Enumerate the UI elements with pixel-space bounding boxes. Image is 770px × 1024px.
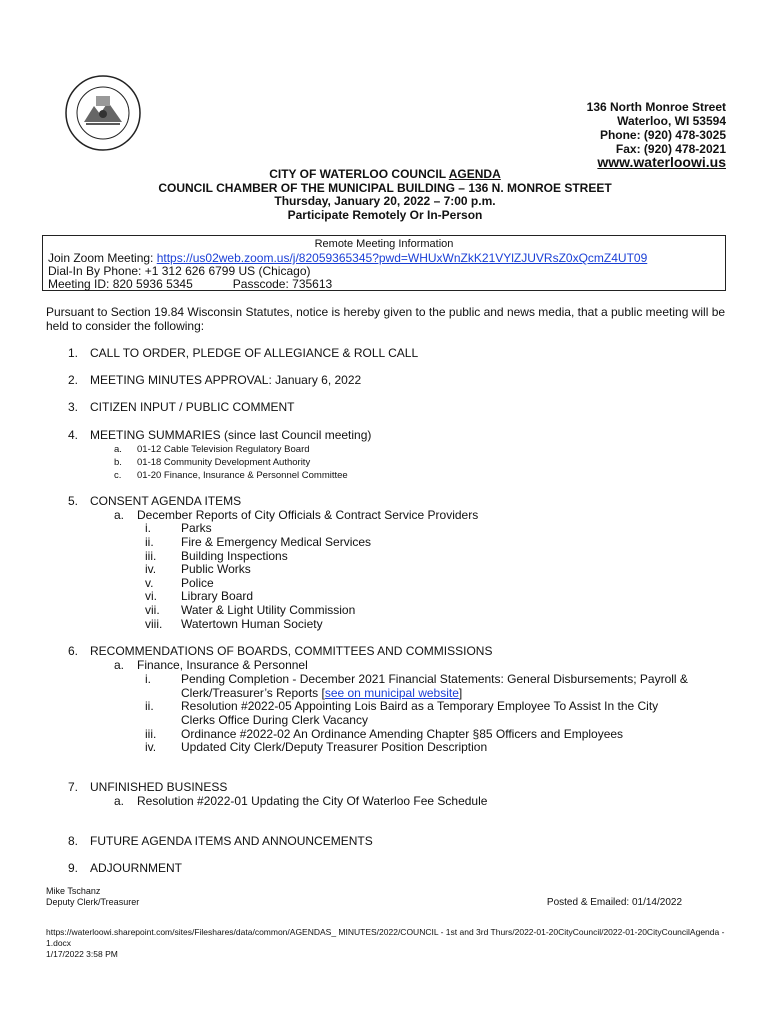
- sub-letter: c.: [114, 470, 122, 481]
- municipal-website-link[interactable]: see on municipal website: [324, 686, 459, 700]
- summary-cable-tv: 01-12 Cable Television Regulatory Board: [137, 444, 310, 455]
- meeting-id: Meeting ID: 820 5936 5345: [48, 277, 193, 291]
- sub-letter: a.: [114, 508, 125, 522]
- item-number: 6.: [68, 644, 79, 658]
- sub-letter: b.: [114, 457, 122, 468]
- sub-letter: a.: [114, 794, 125, 808]
- roman-numeral: vi.: [145, 589, 157, 603]
- agenda-title-prefix: CITY OF WATERLOO COUNCIL: [269, 167, 449, 181]
- consent-december-reports: December Reports of City Officials & Contract Service Providers: [137, 508, 479, 522]
- roman-numeral: viii.: [145, 617, 163, 631]
- rec-finance-committee: Finance, Insurance & Personnel: [137, 658, 308, 672]
- document-path: [46, 927, 726, 960]
- address-block: [587, 100, 726, 156]
- item-number: 9.: [68, 861, 79, 875]
- website-link[interactable]: www.waterloowi.us: [597, 154, 726, 170]
- item-number: 7.: [68, 780, 79, 794]
- item-number: 8.: [68, 834, 79, 848]
- summary-finance: 01-20 Finance, Insurance & Personnel Committee: [137, 470, 348, 481]
- phone-number: Phone: (920) 478-3025: [599, 128, 726, 142]
- report-humane-society: Watertown Human Society: [181, 617, 323, 631]
- report-water-light: Water & Light Utility Commission: [181, 603, 356, 617]
- rec-resolution-2022-05: Resolution #2022-05 Appointing Lois Baird as a Temporary Employee To Assist In the City: [181, 699, 659, 713]
- item-adjournment: ADJOURNMENT: [90, 861, 182, 875]
- agenda-title: [0, 168, 770, 182]
- zoom-line: [48, 251, 647, 265]
- remote-meeting-box: [42, 235, 726, 291]
- roman-numeral: ii.: [145, 535, 154, 549]
- file-path: https://waterloowi.sharepoint.com/sites/Fileshares/data/common/AGENDAS_ MINUTES/2022/COUNCIL - 1st and 3rd Thurs/2022-01-20CityCouncil/2022-01-20CityCouncilAgenda - 1.docx: [46, 927, 725, 948]
- report-parks: Parks: [181, 521, 212, 535]
- report-building-inspections: Building Inspections: [181, 549, 288, 563]
- rec-financial-statements-bracket: ]: [458, 686, 463, 700]
- item-number: 1.: [68, 346, 79, 360]
- street-address: 136 North Monroe Street: [586, 100, 726, 114]
- rec-financial-statements-text: Clerk/Treasurer’s Reports [: [181, 686, 325, 700]
- signer-title: Deputy Clerk/Treasurer: [46, 897, 140, 907]
- item-number: 3.: [68, 400, 79, 414]
- city-seal-logo: [64, 74, 142, 152]
- rec-financial-statements: Pending Completion - December 2021 Financial Statements: General Disbursements; Payroll &: [181, 672, 688, 686]
- sub-letter: a.: [114, 658, 125, 672]
- roman-numeral: i.: [145, 672, 151, 686]
- roman-numeral: iii.: [145, 727, 157, 741]
- item-future-agenda: FUTURE AGENDA ITEMS AND ANNOUNCEMENTS: [90, 834, 373, 848]
- unfinished-fee-schedule: Resolution #2022-01 Updating the City Of Waterloo Fee Schedule: [137, 794, 488, 808]
- zoom-label: Join Zoom Meeting:: [48, 251, 157, 265]
- sub-letter: a.: [114, 444, 122, 455]
- item-meeting-summaries: MEETING SUMMARIES (since last Council meeting): [90, 428, 372, 442]
- item-consent-agenda: CONSENT AGENDA ITEMS: [90, 494, 242, 508]
- dialin-line: Dial-In By Phone: +1 312 626 6799 US (Chicago): [48, 264, 311, 278]
- agenda-header: [0, 168, 770, 222]
- report-police: Police: [181, 576, 214, 590]
- signer-name: Mike Tschanz: [46, 886, 101, 896]
- item-number: 5.: [68, 494, 79, 508]
- remote-box-title: Remote Meeting Information: [314, 238, 454, 250]
- posted-date: Posted & Emailed: 01/14/2022: [546, 897, 682, 908]
- participation-note: Participate Remotely Or In-Person: [287, 207, 483, 222]
- roman-numeral: iv.: [145, 740, 157, 754]
- agenda-title-word: AGENDA: [448, 167, 501, 181]
- item-number: 4.: [68, 428, 79, 442]
- city-state-zip: Waterloo, WI 53594: [617, 114, 726, 128]
- roman-numeral: ii.: [145, 699, 154, 713]
- item-call-to-order: CALL TO ORDER, PLEDGE OF ALLEGIANCE & ROLL CALL: [90, 346, 419, 360]
- intro-paragraph: Pursuant to Section 19.84 Wisconsin Statutes, notice is hereby given to the public and news media, that a public meeting will be held to consider the following:: [46, 305, 726, 333]
- meeting-datetime: Thursday, January 20, 2022 – 7:00 p.m.: [274, 194, 496, 208]
- report-public-works: Public Works: [181, 562, 251, 576]
- meeting-id-line: [48, 277, 332, 291]
- rec-resolution-2022-05-cont: Clerks Office During Clerk Vacancy: [181, 713, 368, 727]
- item-citizen-input: CITIZEN INPUT / PUBLIC COMMENT: [90, 400, 295, 414]
- item-number: 2.: [68, 373, 79, 387]
- signature-block: [46, 886, 139, 908]
- summary-cda: 01-18 Community Development Authority: [137, 457, 311, 468]
- report-fire-ems: Fire & Emergency Medical Services: [181, 535, 372, 549]
- fax-number: Fax: (920) 478-2021: [615, 142, 726, 156]
- item-minutes-approval: MEETING MINUTES APPROVAL: January 6, 2022: [90, 373, 362, 387]
- roman-numeral: v.: [145, 576, 154, 590]
- item-recommendations: RECOMMENDATIONS OF BOARDS, COMMITTEES AND COMMISSIONS: [90, 644, 493, 658]
- roman-numeral: iii.: [145, 549, 157, 563]
- roman-numeral: iv.: [145, 562, 157, 576]
- roman-numeral: i.: [145, 521, 151, 535]
- passcode: Passcode: 735613: [232, 277, 333, 291]
- printed-timestamp: 1/17/2022 3:58 PM: [46, 949, 118, 959]
- report-library-board: Library Board: [181, 589, 254, 603]
- item-unfinished-business: UNFINISHED BUSINESS: [90, 780, 228, 794]
- rec-ordinance-2022-02: Ordinance #2022-02 An Ordinance Amending Chapter §85 Officers and Employees: [181, 727, 624, 741]
- roman-numeral: vii.: [145, 603, 160, 617]
- meeting-location: COUNCIL CHAMBER OF THE MUNICIPAL BUILDING – 136 N. MONROE STREET: [158, 180, 612, 195]
- rec-financial-statements-cont: [181, 686, 462, 700]
- rec-position-description: Updated City Clerk/Deputy Treasurer Position Description: [181, 740, 488, 754]
- zoom-link[interactable]: https://us02web.zoom.us/j/82059365345?pwd=WHUxWnZkK21VYlZJUVRsZ0xQcmZ4UT09: [156, 251, 648, 265]
